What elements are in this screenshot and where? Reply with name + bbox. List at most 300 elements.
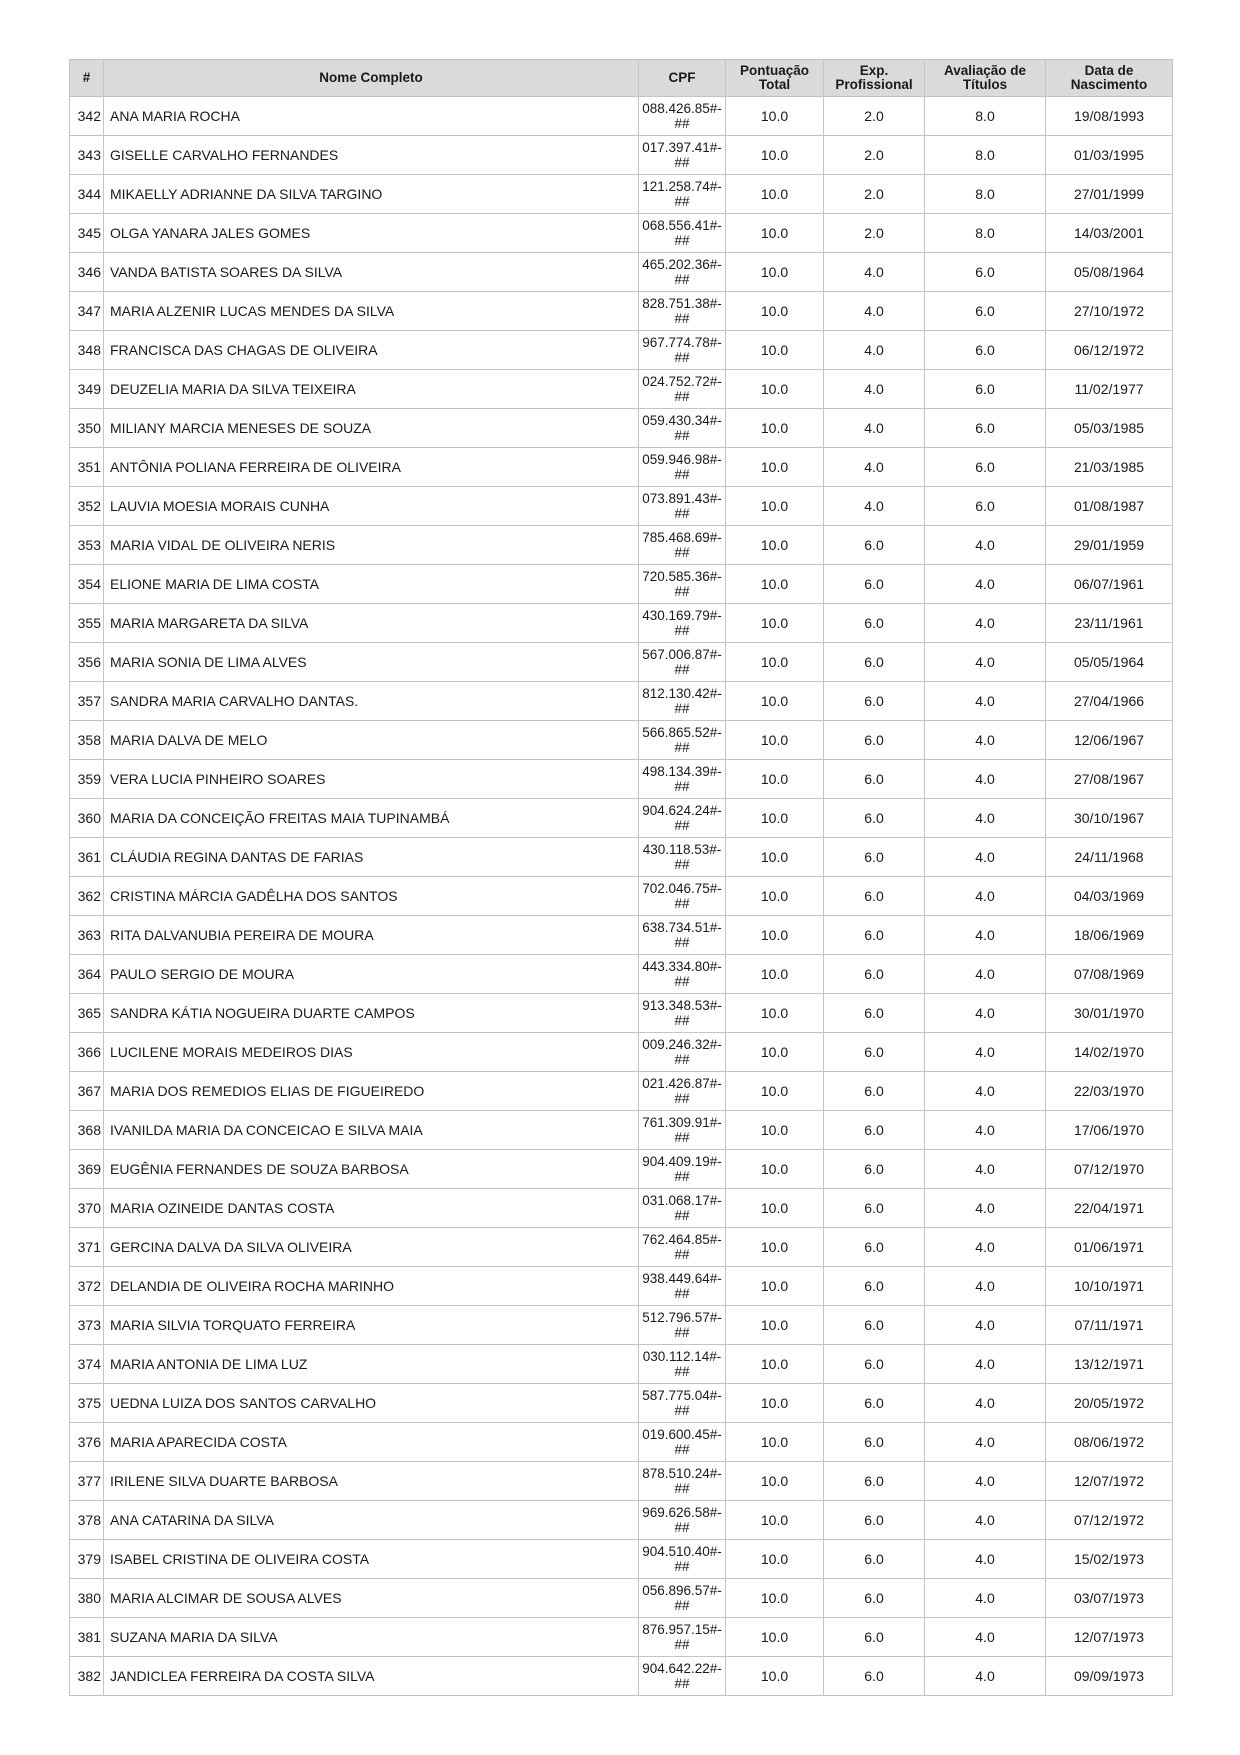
- total-score: 10.0: [726, 253, 824, 292]
- table-row: [70, 1111, 1173, 1150]
- cpf-cell: [639, 1111, 726, 1150]
- table-row: [70, 721, 1173, 760]
- cpf-line-2: ##: [674, 1286, 690, 1301]
- candidate-name: MARIA ANTONIA DE LIMA LUZ: [104, 1345, 639, 1384]
- cpf-cell: [639, 565, 726, 604]
- table-row: [70, 1657, 1173, 1696]
- candidate-name: GISELLE CARVALHO FERNANDES: [104, 136, 639, 175]
- header-total-score: [726, 60, 824, 97]
- table-row: [70, 799, 1173, 838]
- table-row: [70, 1462, 1173, 1501]
- cpf-line-2: ##: [674, 1520, 690, 1535]
- candidate-name: LAUVIA MOESIA MORAIS CUNHA: [104, 487, 639, 526]
- cpf-line-1: 904.510.40#-: [642, 1544, 722, 1559]
- results-table: [69, 59, 1173, 1696]
- candidate-name: ANTÔNIA POLIANA FERREIRA DE OLIVEIRA: [104, 448, 639, 487]
- experience-score: 4.0: [824, 292, 925, 331]
- row-number: 358: [70, 721, 104, 760]
- cpf-line-1: 073.891.43#-: [642, 491, 722, 506]
- table-row: [70, 136, 1173, 175]
- titles-score: 6.0: [925, 253, 1046, 292]
- titles-score: 6.0: [925, 370, 1046, 409]
- cpf-line-1: 056.896.57#-: [642, 1583, 722, 1598]
- cpf-cell: [639, 448, 726, 487]
- birth-date: 15/02/1973: [1046, 1540, 1173, 1579]
- experience-score: 6.0: [824, 682, 925, 721]
- cpf-line-1: 638.734.51#-: [642, 920, 722, 935]
- candidate-name: MARIA DALVA DE MELO: [104, 721, 639, 760]
- cpf-cell: [639, 682, 726, 721]
- titles-score: 4.0: [925, 1345, 1046, 1384]
- row-number: 345: [70, 214, 104, 253]
- table-row: [70, 1189, 1173, 1228]
- titles-score: 6.0: [925, 487, 1046, 526]
- cpf-line-2: ##: [674, 1637, 690, 1652]
- candidate-name: VERA LUCIA PINHEIRO SOARES: [104, 760, 639, 799]
- total-score: 10.0: [726, 799, 824, 838]
- table-row: [70, 1306, 1173, 1345]
- cpf-line-2: ##: [674, 1364, 690, 1379]
- cpf-line-2: ##: [674, 545, 690, 560]
- candidate-name: EUGÊNIA FERNANDES DE SOUZA BARBOSA: [104, 1150, 639, 1189]
- experience-score: 4.0: [824, 370, 925, 409]
- row-number: 350: [70, 409, 104, 448]
- birth-date: 24/11/1968: [1046, 838, 1173, 877]
- birth-date: 07/11/1971: [1046, 1306, 1173, 1345]
- total-score: 10.0: [726, 1501, 824, 1540]
- total-score: 10.0: [726, 1540, 824, 1579]
- titles-score: 4.0: [925, 994, 1046, 1033]
- experience-score: 6.0: [824, 760, 925, 799]
- experience-score: 6.0: [824, 1189, 925, 1228]
- cpf-cell: [639, 370, 726, 409]
- experience-score: 4.0: [824, 331, 925, 370]
- cpf-line-1: 031.068.17#-: [642, 1193, 722, 1208]
- cpf-cell: [639, 1657, 726, 1696]
- table-row: [70, 1228, 1173, 1267]
- cpf-cell: [639, 1267, 726, 1306]
- row-number: 354: [70, 565, 104, 604]
- candidate-name: LUCILENE MORAIS MEDEIROS DIAS: [104, 1033, 639, 1072]
- candidate-name: UEDNA LUIZA DOS SANTOS CARVALHO: [104, 1384, 639, 1423]
- titles-score: 4.0: [925, 838, 1046, 877]
- candidate-name: RITA DALVANUBIA PEREIRA DE MOURA: [104, 916, 639, 955]
- birth-date: 27/10/1972: [1046, 292, 1173, 331]
- cpf-line-2: ##: [674, 1130, 690, 1145]
- birth-date: 20/05/1972: [1046, 1384, 1173, 1423]
- experience-score: 6.0: [824, 565, 925, 604]
- table-row: [70, 916, 1173, 955]
- candidate-name: ANA MARIA ROCHA: [104, 97, 639, 136]
- candidate-name: DELANDIA DE OLIVEIRA ROCHA MARINHO: [104, 1267, 639, 1306]
- titles-score: 4.0: [925, 682, 1046, 721]
- header-total-line2: Total: [758, 77, 791, 92]
- header-cpf: CPF: [639, 60, 726, 97]
- birth-date: 23/11/1961: [1046, 604, 1173, 643]
- cpf-cell: [639, 1579, 726, 1618]
- cpf-line-1: 785.468.69#-: [642, 530, 722, 545]
- cpf-line-1: 030.112.14#-: [642, 1349, 722, 1364]
- header-titles-line1: Avaliação de: [943, 63, 1027, 78]
- total-score: 10.0: [726, 994, 824, 1033]
- row-number: 342: [70, 97, 104, 136]
- candidate-name: ELIONE MARIA DE LIMA COSTA: [104, 565, 639, 604]
- table-row: [70, 409, 1173, 448]
- candidate-name: MARIA MARGARETA DA SILVA: [104, 604, 639, 643]
- cpf-line-2: ##: [674, 311, 690, 326]
- cpf-cell: [639, 994, 726, 1033]
- table-row: [70, 370, 1173, 409]
- cpf-cell: [639, 1501, 726, 1540]
- header-birthdate: [1046, 60, 1173, 97]
- titles-score: 8.0: [925, 175, 1046, 214]
- cpf-line-1: 812.130.42#-: [642, 686, 722, 701]
- cpf-line-2: ##: [674, 779, 690, 794]
- experience-score: 6.0: [824, 916, 925, 955]
- cpf-line-2: ##: [674, 623, 690, 638]
- birth-date: 05/03/1985: [1046, 409, 1173, 448]
- row-number: 347: [70, 292, 104, 331]
- titles-score: 4.0: [925, 916, 1046, 955]
- cpf-line-2: ##: [674, 935, 690, 950]
- total-score: 10.0: [726, 409, 824, 448]
- cpf-line-1: 021.426.87#-: [642, 1076, 722, 1091]
- birth-date: 30/10/1967: [1046, 799, 1173, 838]
- titles-score: 4.0: [925, 799, 1046, 838]
- cpf-cell: [639, 526, 726, 565]
- total-score: 10.0: [726, 370, 824, 409]
- row-number: 367: [70, 1072, 104, 1111]
- cpf-line-1: 904.642.22#-: [642, 1661, 722, 1676]
- experience-score: 6.0: [824, 1657, 925, 1696]
- titles-score: 4.0: [925, 1072, 1046, 1111]
- candidate-name: MIKAELLY ADRIANNE DA SILVA TARGINO: [104, 175, 639, 214]
- cpf-line-2: ##: [674, 896, 690, 911]
- total-score: 10.0: [726, 331, 824, 370]
- experience-score: 6.0: [824, 877, 925, 916]
- experience-score: 6.0: [824, 1384, 925, 1423]
- birth-date: 18/06/1969: [1046, 916, 1173, 955]
- row-number: 349: [70, 370, 104, 409]
- total-score: 10.0: [726, 955, 824, 994]
- birth-date: 14/02/1970: [1046, 1033, 1173, 1072]
- titles-score: 4.0: [925, 955, 1046, 994]
- cpf-line-1: 465.202.36#-: [642, 257, 722, 272]
- row-number: 381: [70, 1618, 104, 1657]
- cpf-line-1: 828.751.38#-: [642, 296, 722, 311]
- table-row: [70, 1033, 1173, 1072]
- cpf-line-1: 904.624.24#-: [642, 803, 722, 818]
- titles-score: 4.0: [925, 526, 1046, 565]
- total-score: 10.0: [726, 682, 824, 721]
- header-exp-line1: Exp.: [859, 63, 889, 78]
- header-experience: [824, 60, 925, 97]
- experience-score: 6.0: [824, 1423, 925, 1462]
- titles-score: 4.0: [925, 604, 1046, 643]
- experience-score: 6.0: [824, 1345, 925, 1384]
- cpf-line-1: 587.775.04#-: [642, 1388, 722, 1403]
- cpf-line-2: ##: [674, 1208, 690, 1223]
- cpf-cell: [639, 877, 726, 916]
- table-row: [70, 331, 1173, 370]
- table-row: [70, 97, 1173, 136]
- total-score: 10.0: [726, 1579, 824, 1618]
- experience-score: 6.0: [824, 1150, 925, 1189]
- candidate-name: VANDA BATISTA SOARES DA SILVA: [104, 253, 639, 292]
- cpf-line-2: ##: [674, 350, 690, 365]
- table-row: [70, 292, 1173, 331]
- candidate-name: SANDRA MARIA CARVALHO DANTAS.: [104, 682, 639, 721]
- cpf-line-2: ##: [674, 233, 690, 248]
- experience-score: 6.0: [824, 1462, 925, 1501]
- cpf-line-1: 430.118.53#-: [642, 842, 722, 857]
- cpf-cell: [639, 1228, 726, 1267]
- table-row: [70, 643, 1173, 682]
- cpf-cell: [639, 1384, 726, 1423]
- cpf-line-2: ##: [674, 1091, 690, 1106]
- row-number: 365: [70, 994, 104, 1033]
- candidate-name: MARIA ALZENIR LUCAS MENDES DA SILVA: [104, 292, 639, 331]
- cpf-line-1: 059.430.34#-: [642, 413, 722, 428]
- cpf-line-1: 009.246.32#-: [642, 1037, 722, 1052]
- titles-score: 6.0: [925, 292, 1046, 331]
- table-row: [70, 175, 1173, 214]
- table-row: [70, 1345, 1173, 1384]
- cpf-line-2: ##: [674, 818, 690, 833]
- row-number: 361: [70, 838, 104, 877]
- titles-score: 4.0: [925, 877, 1046, 916]
- cpf-line-2: ##: [674, 1052, 690, 1067]
- birth-date: 07/08/1969: [1046, 955, 1173, 994]
- cpf-line-2: ##: [674, 1559, 690, 1574]
- total-score: 10.0: [726, 175, 824, 214]
- titles-score: 4.0: [925, 1189, 1046, 1228]
- experience-score: 6.0: [824, 994, 925, 1033]
- candidate-name: SANDRA KÁTIA NOGUEIRA DUARTE CAMPOS: [104, 994, 639, 1033]
- table-row: [70, 487, 1173, 526]
- titles-score: 4.0: [925, 1501, 1046, 1540]
- experience-score: 2.0: [824, 136, 925, 175]
- experience-score: 6.0: [824, 1267, 925, 1306]
- row-number: 348: [70, 331, 104, 370]
- birth-date: 07/12/1970: [1046, 1150, 1173, 1189]
- titles-score: 4.0: [925, 1267, 1046, 1306]
- total-score: 10.0: [726, 1618, 824, 1657]
- row-number: 369: [70, 1150, 104, 1189]
- cpf-cell: [639, 214, 726, 253]
- cpf-line-1: 024.752.72#-: [642, 374, 722, 389]
- cpf-cell: [639, 799, 726, 838]
- cpf-cell: [639, 175, 726, 214]
- cpf-line-1: 567.006.87#-: [642, 647, 722, 662]
- table-header: [70, 60, 1173, 97]
- total-score: 10.0: [726, 1306, 824, 1345]
- experience-score: 6.0: [824, 604, 925, 643]
- row-number: 370: [70, 1189, 104, 1228]
- cpf-line-2: ##: [674, 467, 690, 482]
- candidate-name: MARIA VIDAL DE OLIVEIRA NERIS: [104, 526, 639, 565]
- row-number: 356: [70, 643, 104, 682]
- experience-score: 6.0: [824, 1228, 925, 1267]
- cpf-line-1: 876.957.15#-: [642, 1622, 722, 1637]
- header-titles-line2: Títulos: [962, 77, 1008, 92]
- cpf-line-1: 761.309.91#-: [642, 1115, 722, 1130]
- titles-score: 4.0: [925, 1423, 1046, 1462]
- birth-date: 27/01/1999: [1046, 175, 1173, 214]
- birth-date: 30/01/1970: [1046, 994, 1173, 1033]
- header-birth-line1: Data de: [1084, 63, 1134, 78]
- birth-date: 10/10/1971: [1046, 1267, 1173, 1306]
- row-number: 355: [70, 604, 104, 643]
- table-row: [70, 1540, 1173, 1579]
- cpf-line-1: 512.796.57#-: [642, 1310, 722, 1325]
- total-score: 10.0: [726, 1228, 824, 1267]
- titles-score: 4.0: [925, 565, 1046, 604]
- row-number: 357: [70, 682, 104, 721]
- candidate-name: JANDICLEA FERREIRA DA COSTA SILVA: [104, 1657, 639, 1696]
- cpf-cell: [639, 1150, 726, 1189]
- cpf-line-2: ##: [674, 584, 690, 599]
- row-number: 343: [70, 136, 104, 175]
- titles-score: 4.0: [925, 1579, 1046, 1618]
- birth-date: 14/03/2001: [1046, 214, 1173, 253]
- cpf-line-1: 913.348.53#-: [642, 998, 722, 1013]
- experience-score: 6.0: [824, 838, 925, 877]
- row-number: 346: [70, 253, 104, 292]
- cpf-cell: [639, 1306, 726, 1345]
- total-score: 10.0: [726, 916, 824, 955]
- row-number: 352: [70, 487, 104, 526]
- cpf-line-2: ##: [674, 740, 690, 755]
- birth-date: 08/06/1972: [1046, 1423, 1173, 1462]
- candidate-name: MARIA DOS REMEDIOS ELIAS DE FIGUEIREDO: [104, 1072, 639, 1111]
- table-row: [70, 214, 1173, 253]
- birth-date: 29/01/1959: [1046, 526, 1173, 565]
- cpf-cell: [639, 1072, 726, 1111]
- cpf-cell: [639, 253, 726, 292]
- header-row: [70, 60, 1173, 97]
- total-score: 10.0: [726, 565, 824, 604]
- total-score: 10.0: [726, 721, 824, 760]
- table-row: [70, 1072, 1173, 1111]
- cpf-line-1: 017.397.41#-: [642, 140, 722, 155]
- experience-score: 6.0: [824, 1306, 925, 1345]
- cpf-line-1: 762.464.85#-: [642, 1232, 722, 1247]
- candidate-name: GERCINA DALVA DA SILVA OLIVEIRA: [104, 1228, 639, 1267]
- birth-date: 22/04/1971: [1046, 1189, 1173, 1228]
- row-number: 376: [70, 1423, 104, 1462]
- cpf-line-1: 702.046.75#-: [642, 881, 722, 896]
- row-number: 344: [70, 175, 104, 214]
- cpf-line-2: ##: [674, 1325, 690, 1340]
- total-score: 10.0: [726, 1423, 824, 1462]
- cpf-line-1: 720.585.36#-: [642, 569, 722, 584]
- total-score: 10.0: [726, 604, 824, 643]
- cpf-cell: [639, 1462, 726, 1501]
- titles-score: 4.0: [925, 1306, 1046, 1345]
- header-number: #: [70, 60, 104, 97]
- titles-score: 8.0: [925, 214, 1046, 253]
- candidate-name: CLÁUDIA REGINA DANTAS DE FARIAS: [104, 838, 639, 877]
- cpf-line-2: ##: [674, 506, 690, 521]
- birth-date: 06/12/1972: [1046, 331, 1173, 370]
- candidate-name: MARIA OZINEIDE DANTAS COSTA: [104, 1189, 639, 1228]
- titles-score: 4.0: [925, 1657, 1046, 1696]
- table-row: [70, 760, 1173, 799]
- candidate-name: OLGA YANARA JALES GOMES: [104, 214, 639, 253]
- birth-date: 01/06/1971: [1046, 1228, 1173, 1267]
- cpf-cell: [639, 1540, 726, 1579]
- cpf-line-1: 059.946.98#-: [642, 452, 722, 467]
- total-score: 10.0: [726, 760, 824, 799]
- total-score: 10.0: [726, 643, 824, 682]
- birth-date: 06/07/1961: [1046, 565, 1173, 604]
- header-total-line1: Pontuação: [739, 63, 809, 78]
- total-score: 10.0: [726, 838, 824, 877]
- row-number: 368: [70, 1111, 104, 1150]
- total-score: 10.0: [726, 136, 824, 175]
- table-row: [70, 994, 1173, 1033]
- row-number: 375: [70, 1384, 104, 1423]
- experience-score: 6.0: [824, 1033, 925, 1072]
- cpf-line-2: ##: [674, 194, 690, 209]
- row-number: 364: [70, 955, 104, 994]
- total-score: 10.0: [726, 526, 824, 565]
- cpf-line-1: 938.449.64#-: [642, 1271, 722, 1286]
- cpf-line-2: ##: [674, 1442, 690, 1457]
- experience-score: 4.0: [824, 409, 925, 448]
- table-row: [70, 1423, 1173, 1462]
- titles-score: 4.0: [925, 1462, 1046, 1501]
- header-titles: [925, 60, 1046, 97]
- row-number: 380: [70, 1579, 104, 1618]
- experience-score: 4.0: [824, 487, 925, 526]
- cpf-cell: [639, 1423, 726, 1462]
- experience-score: 2.0: [824, 214, 925, 253]
- experience-score: 6.0: [824, 1540, 925, 1579]
- birth-date: 04/03/1969: [1046, 877, 1173, 916]
- cpf-line-2: ##: [674, 1169, 690, 1184]
- row-number: 372: [70, 1267, 104, 1306]
- experience-score: 6.0: [824, 955, 925, 994]
- cpf-line-1: 121.258.74#-: [642, 179, 722, 194]
- cpf-line-1: 430.169.79#-: [642, 608, 722, 623]
- table-row: [70, 1150, 1173, 1189]
- table-row: [70, 253, 1173, 292]
- total-score: 10.0: [726, 97, 824, 136]
- titles-score: 8.0: [925, 136, 1046, 175]
- candidate-name: ISABEL CRISTINA DE OLIVEIRA COSTA: [104, 1540, 639, 1579]
- row-number: 362: [70, 877, 104, 916]
- cpf-cell: [639, 838, 726, 877]
- experience-score: 4.0: [824, 253, 925, 292]
- experience-score: 6.0: [824, 1072, 925, 1111]
- birth-date: 11/02/1977: [1046, 370, 1173, 409]
- row-number: 378: [70, 1501, 104, 1540]
- titles-score: 4.0: [925, 1033, 1046, 1072]
- birth-date: 05/05/1964: [1046, 643, 1173, 682]
- titles-score: 4.0: [925, 1618, 1046, 1657]
- cpf-line-2: ##: [674, 662, 690, 677]
- titles-score: 4.0: [925, 1384, 1046, 1423]
- candidate-name: MARIA ALCIMAR DE SOUSA ALVES: [104, 1579, 639, 1618]
- experience-score: 2.0: [824, 175, 925, 214]
- table-row: [70, 838, 1173, 877]
- header-birth-line2: Nascimento: [1070, 77, 1148, 92]
- experience-score: 6.0: [824, 1618, 925, 1657]
- cpf-line-1: 566.865.52#-: [642, 725, 722, 740]
- cpf-line-1: 904.409.19#-: [642, 1154, 722, 1169]
